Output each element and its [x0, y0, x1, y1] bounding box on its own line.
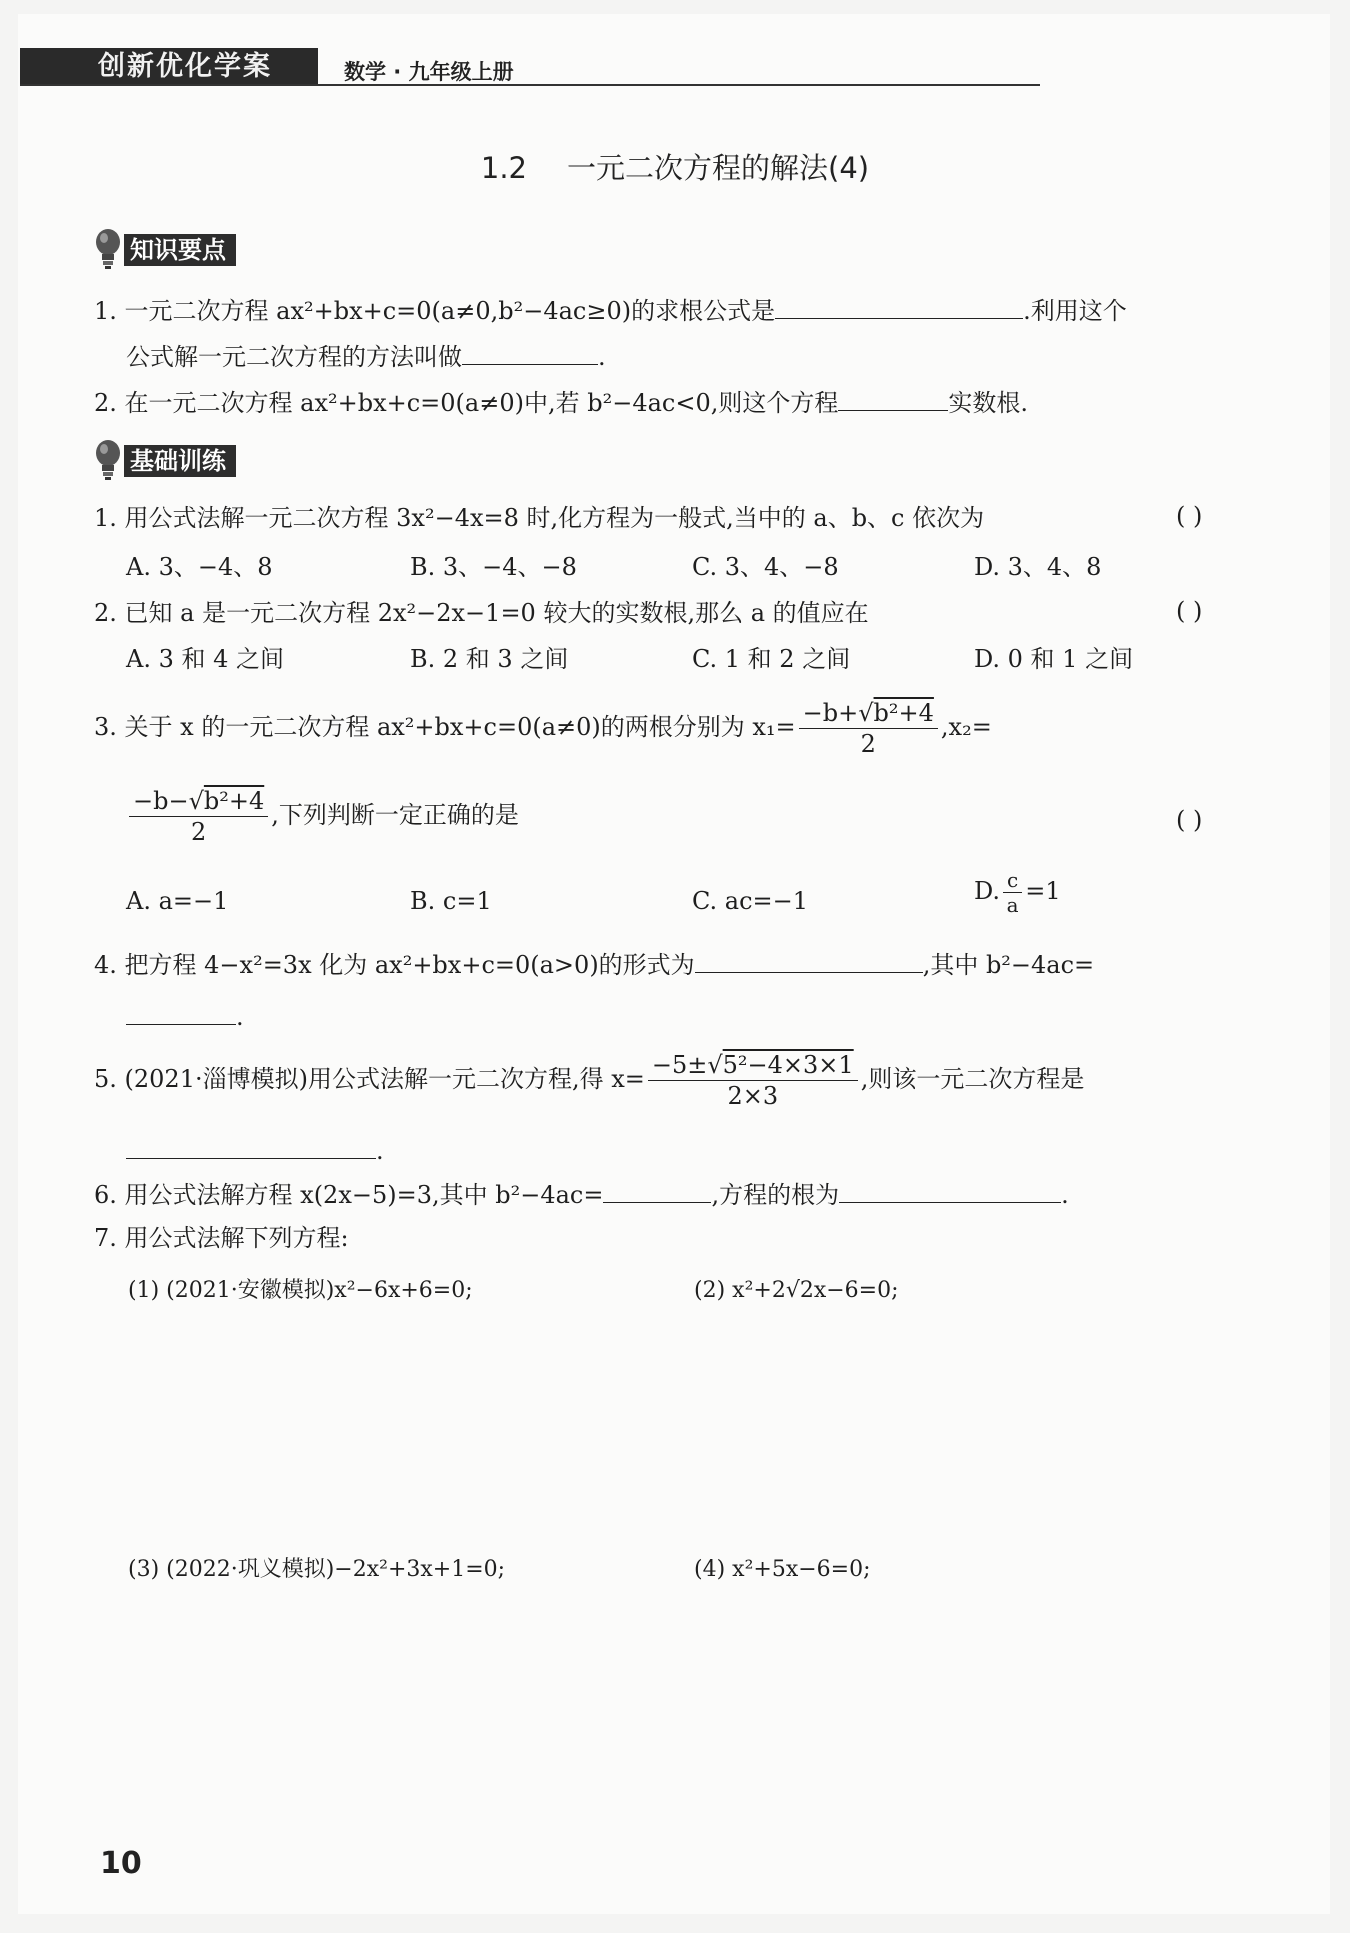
basic-q2-opt-d: D. 0 和 1 之间	[974, 645, 1134, 673]
lesson-number: 1.2	[480, 151, 528, 185]
answer-blank	[126, 998, 236, 1025]
frac-radicand: 5²−4×3×1	[722, 1051, 854, 1079]
basic-q6	[94, 1176, 1069, 1211]
basic-q2-opt-b: B. 2 和 3 之间	[410, 645, 569, 673]
lesson-title	[0, 146, 1350, 187]
q5-formula-fraction	[648, 1050, 858, 1111]
basic-q1-opt-c: C. 3、4、−8	[692, 553, 839, 581]
lesson-title-text: 一元二次方程的解法(4)	[567, 151, 870, 185]
basic-q1: 1. 用公式法解一元二次方程 3x²−4x=8 时,化方程为一般式,当中的 a、b、c 依次为	[94, 504, 985, 532]
basic-q4-tail: ,其中 b²−4ac=	[922, 951, 1095, 979]
knowledge-q1-tail: .利用这个	[1023, 297, 1127, 325]
frac-radicand: b²+4	[203, 787, 265, 815]
knowledge-q1-end: .	[598, 343, 606, 371]
basic-q3-text: 3. 关于 x 的一元二次方程 ax²+bx+c=0(a≠0)的两根分别为 x₁=	[94, 713, 796, 741]
basic-q3-line2	[126, 786, 519, 847]
basic-q6-end: .	[1061, 1181, 1069, 1209]
basic-q7: 7. 用公式法解下列方程:	[94, 1224, 349, 1252]
basic-q3-opt-d	[974, 868, 1061, 917]
basic-q1-opt-d: D. 3、4、8	[974, 553, 1102, 581]
basic-q6-mid: ,方程的根为	[711, 1181, 840, 1209]
c-over-a-fraction	[1003, 868, 1022, 917]
basic-q5-text: 5. (2021·淄博模拟)用公式法解一元二次方程,得 x=	[94, 1065, 645, 1093]
basic-q5-end: .	[376, 1137, 384, 1165]
page-number: 10	[100, 1846, 142, 1881]
answer-blank	[695, 946, 923, 973]
basic-q1-opt-b: B. 3、−4、−8	[410, 553, 577, 581]
basic-q3-opt-c: C. ac=−1	[692, 887, 809, 915]
basic-q5-line2	[126, 1132, 384, 1167]
basic-q3-question: ,下列判断一定正确的是	[271, 801, 519, 829]
knowledge-q1-text: 1. 一元二次方程 ax²+bx+c=0(a≠0,b²−4ac≥0)的求根公式是	[94, 297, 776, 325]
basic-q2-opt-a: A. 3 和 4 之间	[126, 645, 285, 673]
answer-blank	[462, 338, 598, 365]
basic-q7-part3: (3) (2022·巩义模拟)−2x²+3x+1=0;	[128, 1557, 506, 1582]
answer-blank	[839, 1176, 1061, 1203]
knowledge-q2-tail: 实数根.	[948, 389, 1028, 417]
root-fraction-x2	[129, 786, 268, 847]
opt-d-tail: =1	[1025, 877, 1061, 905]
book-subtitle: 数学 · 九年级上册	[344, 60, 514, 84]
frac-num: −5±√	[651, 1051, 723, 1079]
basic-q7-part1: (1) (2021·安徽模拟)x²−6x+6=0;	[128, 1278, 473, 1303]
frac-den: 2	[190, 818, 207, 846]
section-basic-label: 基础训练	[124, 445, 236, 477]
basic-q3-opt-b: B. c=1	[410, 887, 492, 915]
basic-q3-x2: ,x₂=	[940, 713, 992, 741]
answer-paren: ( )	[1176, 502, 1203, 530]
frac-num: c	[1003, 868, 1022, 893]
knowledge-q1-line1	[94, 292, 1127, 327]
knowledge-q1-line2	[126, 338, 606, 373]
frac-num: −b−√	[133, 787, 204, 815]
knowledge-q2-text: 2. 在一元二次方程 ax²+bx+c=0(a≠0)中,若 b²−4ac<0,则这个方程	[94, 389, 839, 417]
basic-q4-line1	[94, 946, 1094, 981]
basic-q2-opt-c: C. 1 和 2 之间	[692, 645, 851, 673]
frac-den: 2×3	[727, 1082, 779, 1110]
basic-q6-text: 6. 用公式法解方程 x(2x−5)=3,其中 b²−4ac=	[94, 1181, 604, 1209]
answer-paren: ( )	[1176, 806, 1203, 834]
basic-q4-end: .	[236, 1003, 244, 1031]
brand-banner: 创新优化学案	[20, 48, 318, 86]
basic-q7-part4: (4) x²+5x−6=0;	[694, 1557, 871, 1582]
basic-q3-opt-a: A. a=−1	[126, 887, 229, 915]
answer-blank	[775, 292, 1023, 319]
frac-den: a	[1006, 893, 1019, 917]
basic-q3-line1	[94, 698, 992, 759]
knowledge-q2	[94, 384, 1028, 419]
basic-q4-line2	[126, 998, 244, 1033]
basic-q7-part2: (2) x²+2√2x−6=0;	[694, 1278, 899, 1303]
basic-q5-line1	[94, 1050, 1084, 1111]
basic-q5-tail: ,则该一元二次方程是	[860, 1065, 1085, 1093]
lightbulb-icon	[94, 439, 122, 481]
answer-blank	[838, 384, 948, 411]
frac-den: 2	[860, 730, 876, 758]
opt-d-label: D.	[974, 877, 1001, 905]
basic-q2: 2. 已知 a 是一元二次方程 2x²−2x−1=0 较大的实数根,那么 a 的值应在	[94, 599, 869, 627]
answer-paren: ( )	[1176, 597, 1203, 625]
root-fraction-x1	[799, 698, 938, 759]
frac-num: −b+√	[802, 699, 874, 727]
lightbulb-icon	[94, 228, 122, 270]
answer-blank	[126, 1132, 376, 1159]
basic-q4-text: 4. 把方程 4−x²=3x 化为 ax²+bx+c=0(a>0)的形式为	[94, 951, 695, 979]
answer-blank	[603, 1176, 711, 1203]
header-rule	[20, 84, 1040, 86]
frac-radicand: b²+4	[873, 699, 934, 727]
knowledge-q1-text2: 公式解一元二次方程的方法叫做	[126, 343, 462, 371]
basic-q1-opt-a: A. 3、−4、8	[126, 553, 273, 581]
section-knowledge-label: 知识要点	[124, 234, 236, 266]
